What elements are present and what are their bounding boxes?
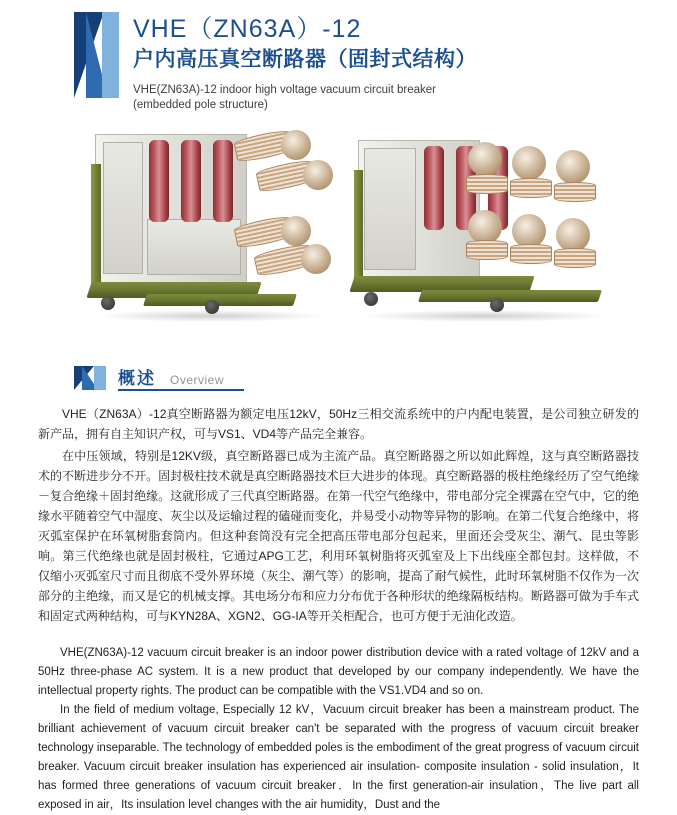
right-lower-sleeve-3	[554, 248, 596, 268]
right-lower-bushing-2	[512, 214, 546, 248]
section-underline	[118, 389, 244, 391]
section-heading-overview	[0, 364, 677, 394]
right-upper-sleeve-3	[554, 182, 596, 202]
product-photo-right	[350, 124, 630, 324]
right-shadow	[360, 310, 610, 322]
section-bar-light	[94, 366, 106, 390]
left-terminal-cap-4	[301, 244, 331, 274]
page-title-en-line1: VHE(ZN63A)-12 indoor high voltage vacuum circuit breaker	[133, 84, 436, 96]
section-title-en: Overview	[170, 373, 225, 387]
right-green-rail	[354, 170, 363, 282]
en-paragraph-2: In the field of medium voltage, Especially 12 kV，Vacuum circuit breaker has been a mainstream product. The brilliant achievement of vacuum circuit breaker can't be separated with the progress of vacuum circuit breaker technology inseparable. The technology of embedded poles is the embodiment of the great progress of vacuum circuit breaker. Vacuum circuit breaker insulation has experienced air insulation- composite insulation - solid insulation，It has formed three generations of vacuum circuit breaker．In the first generation-air insulation，The live part all exposed in air，Its insulation level changes with the air humidity，Dust and the	[38, 704, 639, 811]
right-pole-1	[424, 146, 444, 230]
right-upper-bushing-2	[512, 146, 546, 180]
paragraph-spacer	[38, 628, 639, 644]
right-upper-bushing-1	[468, 142, 502, 176]
right-upper-sleeve-1	[466, 174, 508, 194]
left-green-rail	[91, 164, 101, 284]
left-terminal-cap-1	[281, 130, 311, 160]
left-side-panel	[103, 142, 143, 274]
right-chassis-rail	[418, 290, 602, 302]
product-image-band	[30, 124, 647, 346]
en-paragraph-1: VHE(ZN63A)-12 vacuum circuit breaker is an indoor power distribution device with a rated voltage of 12kV and a 50Hz three-phase AC system. It is a new product that developed by our company independently. We have the intellectual property rights. The product can be compatible with the VS1.VD4 and so on.	[38, 647, 639, 697]
right-lower-bushing-1	[468, 210, 502, 244]
header-logo-mark	[74, 12, 120, 98]
page-title-en	[133, 83, 677, 113]
page-title-model: VHE（ZN63A）-12	[133, 15, 362, 43]
right-side-panel	[364, 148, 416, 270]
left-terminal-cap-2	[303, 160, 333, 190]
body-content	[38, 404, 639, 815]
logo-bar-light	[102, 12, 119, 98]
cn-paragraph-2: 在中压领域，特别是12KV级，真空断路器已成为主流产品。真空断路器之所以如此辉煌，这与真空断路器技术的不断进步分不开。固封极柱技术就是真空断路器技术巨大进步的体现。真空断路器的极柱绝缘经历了空气绝缘－复合绝缘＋固封绝缘。这就形成了三代真空断路器。在第一代空气绝缘中，带电部分完全裸露在空气中，它的绝缘水平随着空气中湿度、灰尘以及运输过程的磕碰而变化，并易受小动物等异物的影响。在第二代复合绝缘中，将灭弧室保护在环氧树脂套筒内。但这种套筒没有完全把高压带电部分包起来，里面还会受灰尘、潮气、昆虫等影响。第三代绝缘也就是固封极柱，它通过APG工艺，利用环氧树脂将灭弧室及上下出线座全都包封。这样做，不仅缩小灭弧室尺寸而且彻底不受外界环境（灰尘、潮气等）的影响，提高了耐气候性，此时环氧树脂不仅作为一次部分的主绝缘，而又是它的机械支撑。其电场分布和应力分布优于各种形状的绝缘隔板结构。断路器可做为手车式和固定式两种结构，可与KYN28A、XGN2、GG-IA等开关柜配合，也可方便于无油化改造。	[38, 449, 639, 623]
left-chassis-rail	[143, 294, 297, 306]
right-lower-sleeve-1	[466, 240, 508, 260]
left-pole-2	[181, 140, 201, 222]
right-lower-bushing-3	[556, 218, 590, 252]
section-mark	[74, 366, 108, 390]
header-text-block	[133, 10, 677, 113]
right-wheel-1	[364, 292, 378, 306]
cn-paragraph-1: VHE（ZN63A）-12真空断路器为额定电压12kV，50Hz三相交流系统中的户内配电装置，是公司独立研发的新产品，拥有自主知识产权，可与VS1、VD4等产品完全兼容。	[38, 407, 639, 441]
right-wheel-2	[490, 298, 504, 312]
page-title-name: 户内高压真空断路器（固封式结构）	[133, 48, 477, 71]
left-pole-3	[213, 140, 233, 222]
left-wheel-2	[205, 300, 219, 314]
right-upper-sleeve-2	[510, 178, 552, 198]
left-pole-1	[149, 140, 169, 222]
product-photo-left	[85, 124, 335, 324]
right-upper-bushing-3	[556, 150, 590, 184]
right-lower-sleeve-2	[510, 244, 552, 264]
section-title-cn: 概述	[118, 369, 156, 388]
page-title-en-line2: (embedded pole structure)	[133, 99, 268, 111]
left-wheel-1	[101, 296, 115, 310]
left-front-panel	[147, 219, 241, 275]
left-terminal-cap-3	[281, 216, 311, 246]
page-header	[0, 0, 677, 112]
